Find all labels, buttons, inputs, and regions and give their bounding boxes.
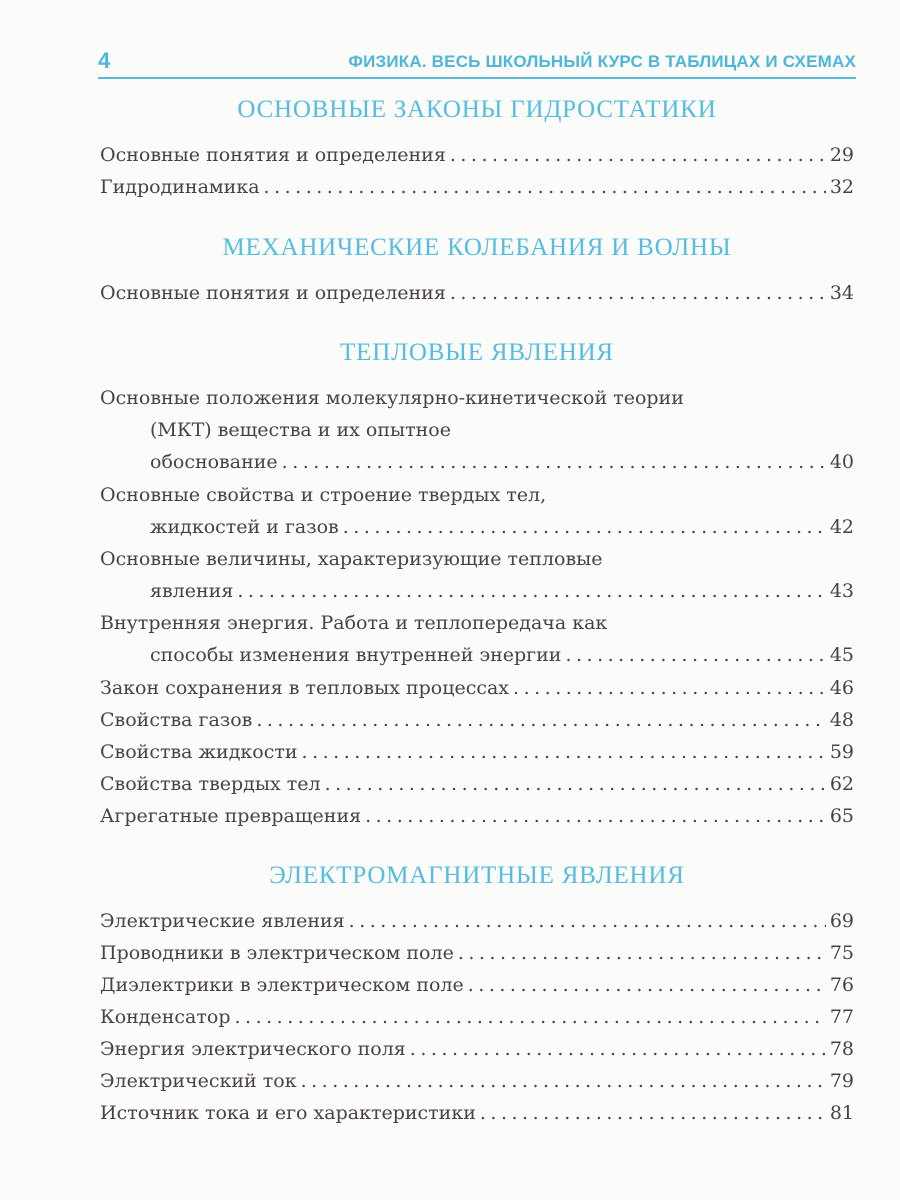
dot-leader — [450, 280, 826, 306]
entry-page: 32 — [829, 176, 854, 198]
dot-leader — [264, 174, 826, 200]
dot-leader — [235, 1004, 826, 1030]
toc-entry[interactable] — [100, 142, 854, 174]
entry-title-cont: обоснование — [150, 451, 278, 473]
entry-page: 42 — [829, 516, 854, 538]
dot-leader — [365, 803, 826, 829]
toc-entry[interactable] — [100, 1036, 854, 1068]
entry-page: 79 — [829, 1070, 854, 1092]
toc-entry[interactable] — [100, 803, 854, 835]
toc-entry[interactable] — [100, 739, 854, 771]
dot-leader — [325, 771, 826, 797]
dot-leader — [565, 642, 825, 668]
toc-entry[interactable] — [100, 174, 854, 206]
entry-page: 29 — [829, 144, 854, 166]
section-title-thermal: ТЕПЛОВЫЕ ЯВЛЕНИЯ — [340, 339, 614, 366]
entry-page: 46 — [829, 677, 854, 699]
entry-title: Внутренняя энергия. Работа и теплопередача как — [100, 612, 608, 634]
toc-entry[interactable] — [100, 707, 854, 739]
entry-title-cont: (МКТ) вещества и их опытное — [150, 419, 451, 441]
entry-title: Энергия электрического поля — [100, 1038, 406, 1060]
toc-entry[interactable] — [100, 1068, 854, 1100]
dot-leader — [237, 578, 826, 604]
entry-page: 75 — [829, 942, 854, 964]
dot-leader — [450, 142, 826, 168]
entry-title: Свойства твердых тел — [100, 773, 321, 795]
entry-title-cont: жидкостей и газов — [150, 516, 339, 538]
entry-title: Источник тока и его характеристики — [100, 1102, 476, 1124]
entry-page: 65 — [829, 805, 854, 827]
entry-page: 43 — [829, 580, 854, 602]
section-title-electromagnetic: ЭЛЕКТРОМАГНИТНЫЕ ЯВЛЕНИЯ — [269, 862, 685, 889]
entry-page: 45 — [829, 644, 854, 666]
entry-title: Проводники в электрическом поле — [100, 942, 454, 964]
dot-leader — [343, 514, 826, 540]
entry-title: Основные понятия и определения — [100, 144, 446, 166]
toc-entry[interactable] — [100, 280, 854, 312]
entry-page: 77 — [829, 1006, 854, 1028]
section-title-oscillations: МЕХАНИЧЕСКИЕ КОЛЕБАНИЯ И ВОЛНЫ — [222, 234, 732, 261]
running-head — [98, 44, 856, 72]
entry-page: 69 — [829, 910, 854, 932]
toc-entry[interactable] — [100, 908, 854, 940]
entry-title: Основные понятия и определения — [100, 282, 446, 304]
dot-leader — [513, 675, 826, 701]
entry-title: Агрегатные превращения — [100, 805, 362, 827]
dot-leader — [468, 972, 826, 998]
entry-title: Гидродинамика — [100, 176, 260, 198]
entry-title: Основные величины, характеризующие тепловые — [100, 548, 603, 570]
entry-title: Свойства жидкости — [100, 741, 298, 763]
entry-page: 76 — [829, 974, 854, 996]
entry-title: Электрические явления — [100, 910, 345, 932]
entry-page: 81 — [829, 1102, 854, 1124]
page-number: 4 — [98, 48, 111, 73]
toc-entry[interactable] — [100, 675, 854, 707]
entry-title: Закон сохранения в тепловых процессах — [100, 677, 510, 699]
dot-leader — [301, 1068, 826, 1094]
toc-entry[interactable] — [100, 546, 854, 610]
dot-leader — [480, 1100, 826, 1126]
toc-entry[interactable] — [100, 940, 854, 972]
toc-entry[interactable] — [100, 385, 854, 481]
toc-entry[interactable] — [100, 1004, 854, 1036]
entry-title-cont: способы изменения внутренней энергии — [150, 644, 562, 666]
dot-leader — [458, 940, 826, 966]
entry-title: Свойства газов — [100, 709, 253, 731]
toc-entry[interactable] — [100, 1100, 854, 1132]
dot-leader — [410, 1036, 826, 1062]
toc-entry[interactable] — [100, 482, 854, 546]
dot-leader — [256, 707, 825, 733]
entry-title: Основные свойства и строение твердых тел, — [100, 484, 547, 506]
entry-page: 78 — [829, 1038, 854, 1060]
entry-page: 40 — [829, 451, 854, 473]
entry-page: 62 — [829, 773, 854, 795]
dot-leader — [302, 739, 826, 765]
toc-entry[interactable] — [100, 771, 854, 803]
entry-page: 59 — [829, 741, 854, 763]
book-title: ФИЗИКА. ВЕСЬ ШКОЛЬНЫЙ КУРС В ТАБЛИЦАХ И СХЕМАХ — [348, 52, 856, 71]
entry-title: Конденсатор — [100, 1006, 231, 1028]
toc-entry[interactable] — [100, 610, 854, 674]
section-title-hydrostatics: ОСНОВНЫЕ ЗАКОНЫ ГИДРОСТАТИКИ — [237, 96, 717, 123]
entry-title: Основные положения молекулярно-кинетической теории — [100, 387, 684, 409]
entry-page: 34 — [829, 282, 854, 304]
header-rule — [98, 77, 856, 79]
entry-title: Электрический ток — [100, 1070, 297, 1092]
entry-title: Диэлектрики в электрическом поле — [100, 974, 464, 996]
dot-leader — [282, 449, 826, 475]
toc-entry[interactable] — [100, 972, 854, 1004]
entry-title-cont: явления — [150, 580, 234, 602]
dot-leader — [349, 908, 826, 934]
entry-page: 48 — [829, 709, 854, 731]
